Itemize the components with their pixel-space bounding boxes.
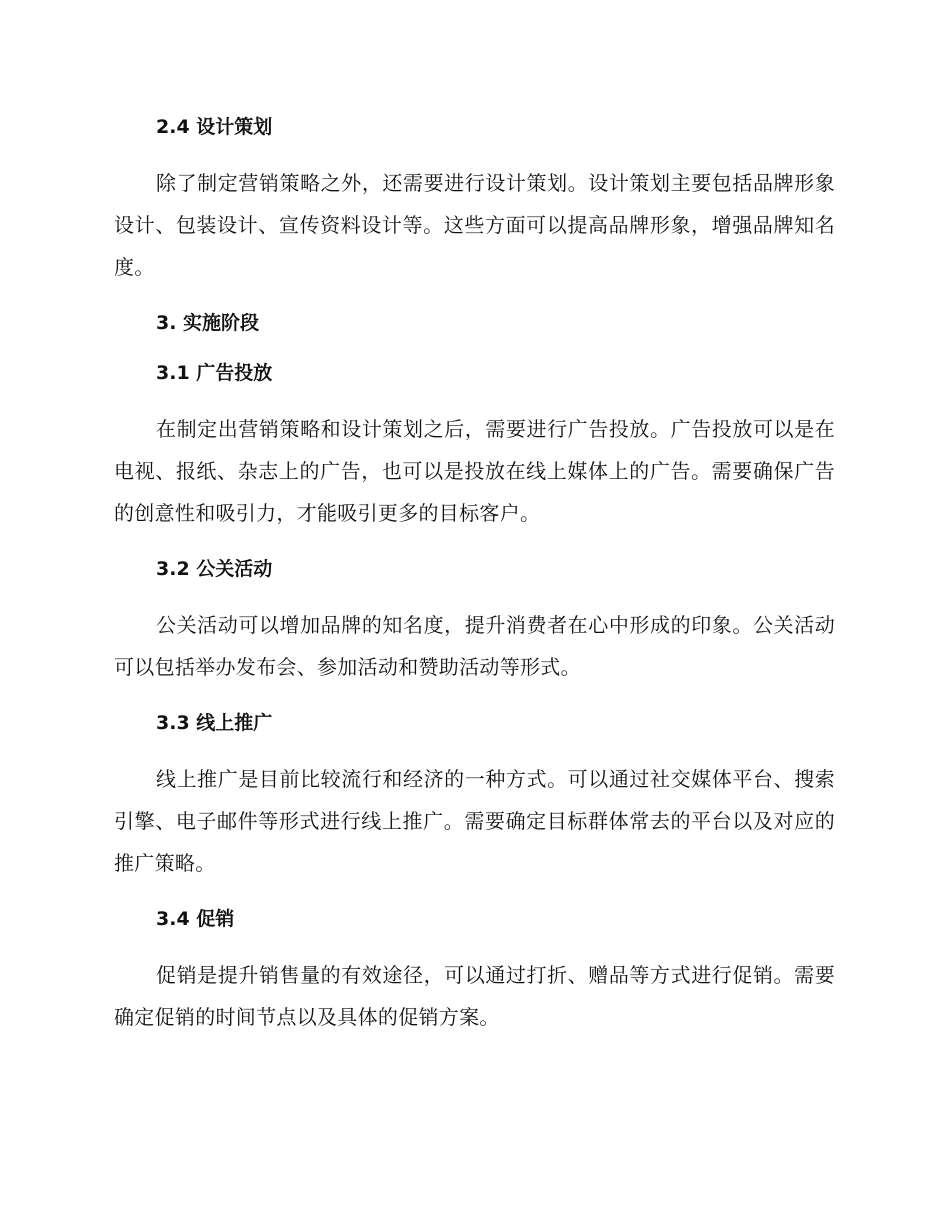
paragraph-online-promotion: 线上推广是目前比较流行和经济的一种方式。可以通过社交媒体平台、搜索引擎、电子邮件等形式进行线上推广。需要确定目标群体常去的平台以及对应的推广策略。 bbox=[114, 767, 835, 875]
section-heading-3-1: 3.1 广告投放 bbox=[156, 362, 273, 384]
section-heading-3-2: 3.2 公关活动 bbox=[156, 558, 273, 580]
paragraph-design-planning: 除了制定营销策略之外，还需要进行设计策划。设计策划主要包括品牌形象设计、包装设计、宣传资料设计等。这些方面可以提高品牌形象，增强品牌知名度。 bbox=[114, 171, 835, 279]
paragraph-advertising: 在制定出营销策略和设计策划之后，需要进行广告投放。广告投放可以是在电视、报纸、杂志上的广告，也可以是投放在线上媒体上的广告。需要确保广告的创意性和吸引力，才能吸引更多的目标客户。 bbox=[114, 417, 835, 525]
section-heading-2-4: 2.4 设计策划 bbox=[156, 116, 273, 138]
section-heading-3: 3. 实施阶段 bbox=[156, 312, 260, 334]
paragraph-public-relations: 公关活动可以增加品牌的知名度，提升消费者在心中形成的印象。公关活动可以包括举办发布会、参加活动和赞助活动等形式。 bbox=[114, 613, 835, 679]
section-heading-3-4: 3.4 促销 bbox=[156, 908, 235, 930]
section-heading-3-3: 3.3 线上推广 bbox=[156, 712, 273, 734]
paragraph-sales-promotion: 促销是提升销售量的有效途径，可以通过打折、赠品等方式进行促销。需要确定促销的时间节点以及具体的促销方案。 bbox=[114, 963, 835, 1029]
